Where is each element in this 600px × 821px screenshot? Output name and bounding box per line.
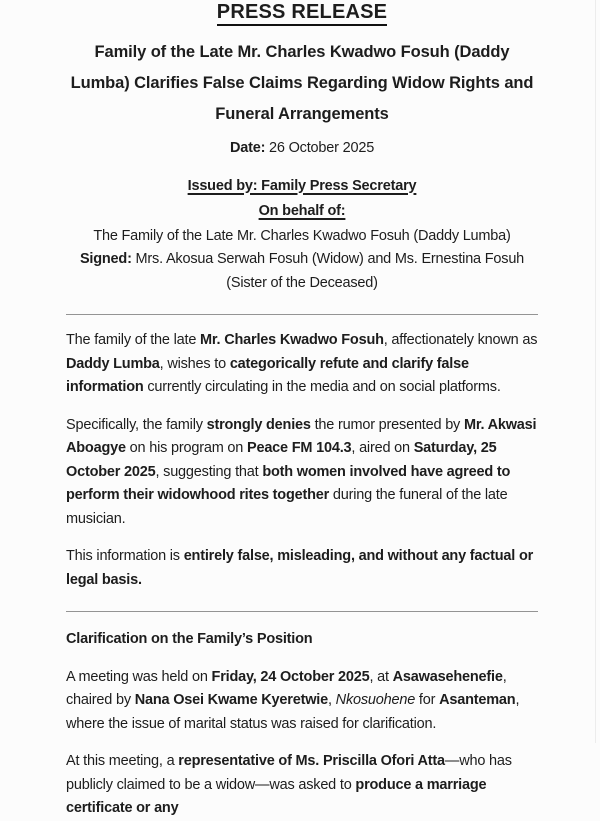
paragraph (66, 666, 538, 737)
page-title-text: PRESS RELEASE (217, 1, 387, 26)
page-title (66, 1, 538, 24)
text-run: A meeting was held on (66, 668, 212, 685)
issued-by-line: Issued by: Family Press Secretary (187, 177, 417, 194)
text-run: on his program on (125, 440, 247, 456)
section-divider (66, 314, 538, 315)
document-headline: Family of the Late Mr. Charles Kwadwo Fosuh (Daddy Lumba) Clarifies False Claims Regarding Widow Rights and Funeral Arrangements (70, 43, 534, 123)
section-divider (66, 611, 538, 612)
date-line (66, 137, 538, 161)
text-run: At this meeting, a (66, 753, 179, 769)
text-run: during the funeral of the late musician. (66, 487, 508, 527)
date-value: 26 October 2025 (265, 140, 375, 156)
family-line: The Family of the Late Mr. Charles Kwadwo Fosuh (Daddy Lumba) (93, 227, 511, 244)
signed-label: Signed: (79, 251, 132, 267)
text-run: , affectionately known as (383, 332, 538, 348)
text-run: , (328, 692, 336, 708)
text-run: The family of the late (66, 332, 201, 348)
text-run: for (415, 692, 440, 708)
text-run: Daddy Lumba (66, 355, 160, 372)
text-run: Peace FM 104.3 (246, 440, 352, 456)
text-run: Asawasehenefie (392, 668, 503, 685)
text-run: strongly denies (206, 416, 311, 433)
document-body (66, 314, 538, 821)
text-run: representative of Ms. Priscilla Ofori Atta (178, 753, 445, 769)
text-run: , wishes to (159, 355, 230, 372)
text-run: Specifically, the family (66, 416, 207, 433)
text-run: Mr. Charles Kwadwo Fosuh (200, 332, 384, 348)
text-run: produce a marriage certificate or any (66, 776, 487, 816)
paragraph (66, 329, 538, 400)
text-run: both women involved have agreed to perform their widowhood rites together (66, 463, 511, 503)
text-run: , at (369, 668, 393, 685)
text-run: Asanteman (439, 692, 516, 708)
text-run: Mr. Akwasi Aboagye (66, 416, 537, 456)
text-run: —who has publicly claimed to be a widow—was asked to (66, 753, 512, 793)
text-run: entirely false, misleading, and without any factual or legal basis. (66, 548, 534, 588)
on-behalf-of-line: On behalf of: (258, 203, 346, 219)
text-run: , where the issue of marital status was raised for clarification. (66, 692, 520, 732)
section-heading: Clarification on the Family’s Position (66, 631, 313, 647)
text-run: Friday, 24 October 2025 (211, 668, 370, 685)
signed-line (66, 248, 538, 295)
date-label: Date: (229, 140, 266, 156)
text-run: the rumor presented by (310, 416, 464, 433)
text-run: , suggesting that (155, 463, 263, 480)
text-run: , aired on (351, 440, 414, 456)
paragraph (66, 414, 538, 532)
text-run: Saturday, 25 October 2025 (66, 440, 497, 480)
signed-value: Mrs. Akosua Serwah Fosuh (Widow) and Ms. Ernestina Fosuh (Sister of the Deceased) (131, 251, 525, 291)
text-run: , chaired by (66, 668, 507, 708)
paragraph (66, 545, 538, 592)
text-run: Nana Osei Kwame Kyeretwie (134, 692, 328, 708)
text-run: Nkosuohene (335, 692, 416, 708)
text-run: This information is (66, 548, 184, 564)
text-run: categorically refute and clarify false information (66, 355, 469, 395)
paragraph (66, 750, 538, 821)
text-run: currently circulating in the media and on social platforms. (143, 379, 501, 395)
